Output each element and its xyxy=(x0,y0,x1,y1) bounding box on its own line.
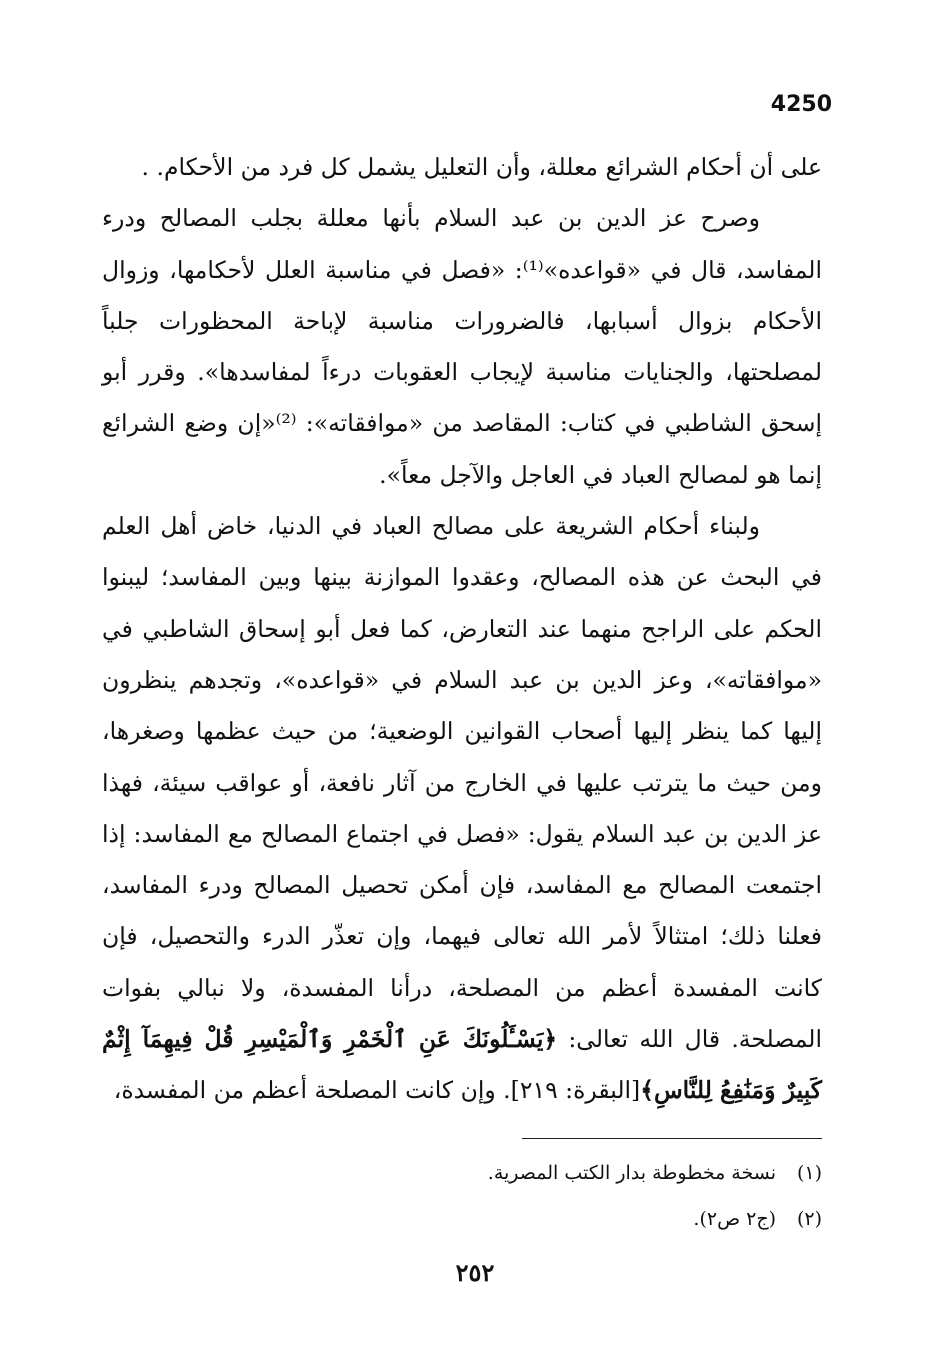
page-number: ٢٥٢ xyxy=(455,1258,495,1287)
footnote-2 xyxy=(300,1196,822,1242)
footnote-1-text: نسخة مخطوطة بدار الكتب المصرية. xyxy=(487,1162,776,1184)
footnote-divider xyxy=(522,1138,822,1139)
footnote-1-number: (١) xyxy=(796,1162,822,1184)
footnote-1 xyxy=(300,1150,822,1196)
footnotes xyxy=(300,1150,822,1242)
paragraph-2: وصرح عز الدين بن عبد السلام بأنها معللة بجلب المصالح ودرء المفاسد، قال في «قواعده»⁽¹⁾: «فصل في مناسبة العلل لأحكامها، وزوال الأحكام بزوال أسبابها، فالضرورات مناسبة لإباحة المحظورات جلباً لمصلحتها، والجنايات مناسبة لإيجاب العقوبات درءاً لمفاسدها». وقرر أبو إسحق الشاطبي في كتاب: المقاصد من «موافقاته»: ⁽²⁾«إن وضع الشرائع إنما هو لمصالح العباد في العاجل والآجل معاً». xyxy=(102,204,822,489)
footnote-2-text: (ج٢ ص٢). xyxy=(693,1208,776,1230)
main-text xyxy=(102,142,822,1117)
quran-verse: ﴿يَسْـَٔلُونَكَ عَنِ ٱلْخَمْرِ وَٱلْمَيْسِرِ قُلْ فِيهِمَآ إِثْمٌ كَبِيرٌ وَمَنَٰفِعُ لِلنَّاسِ﴾ xyxy=(102,1025,822,1105)
paragraph-3-text: ولبناء أحكام الشريعة على مصالح العباد في الدنيا، خاض أهل العلم في البحث عن هذه المصالح، وعقدوا الموازنة بينها وبين المفاسد؛ ليبنوا الحكم على الراجح منهما عند التعارض، كما فعل أبو إسحاق الشاطبي في «موافقاته»، وعز الدين بن عبد السلام في «قواعده»، وتجدهم ينظرون إليها كما ينظر إليها أصحاب القوانين الوضعية؛ من حيث عظمها وصغرها، ومن حيث ما يترتب عليها في الخارج من آثار نافعة، أو عواقب سيئة، فهذا عز الدين بن عبد السلام يقول: «فصل في اجتماع المصالح مع المفاسد: إذا اجتمعت المصالح مع المفاسد، فإن أمكن تحصيل المصالح ودرء المفاسد، فعلنا ذلك؛ امتثالاً لأمر الله تعالى فيهما، وإن تعذّر الدرء والتحصيل، فإن كانت المفسدة أعظم من المصلحة، درأنا المفسدة، ولا نبالي بفوات المصلحة. قال الله تعالى: xyxy=(102,512,822,1054)
paragraph-3 xyxy=(102,501,822,1117)
verse-reference: [البقرة: ٢١٩] xyxy=(510,1076,641,1105)
paragraph-1: على أن أحكام الشرائع معللة، وأن التعليل يشمل كل فرد من الأحكام. . xyxy=(141,153,822,181)
footnote-2-number: (٢) xyxy=(796,1208,822,1230)
page-id: 4250 xyxy=(770,92,832,117)
paragraph-3-tail: . وإن كانت المصلحة أعظم من المفسدة، xyxy=(113,1076,511,1105)
